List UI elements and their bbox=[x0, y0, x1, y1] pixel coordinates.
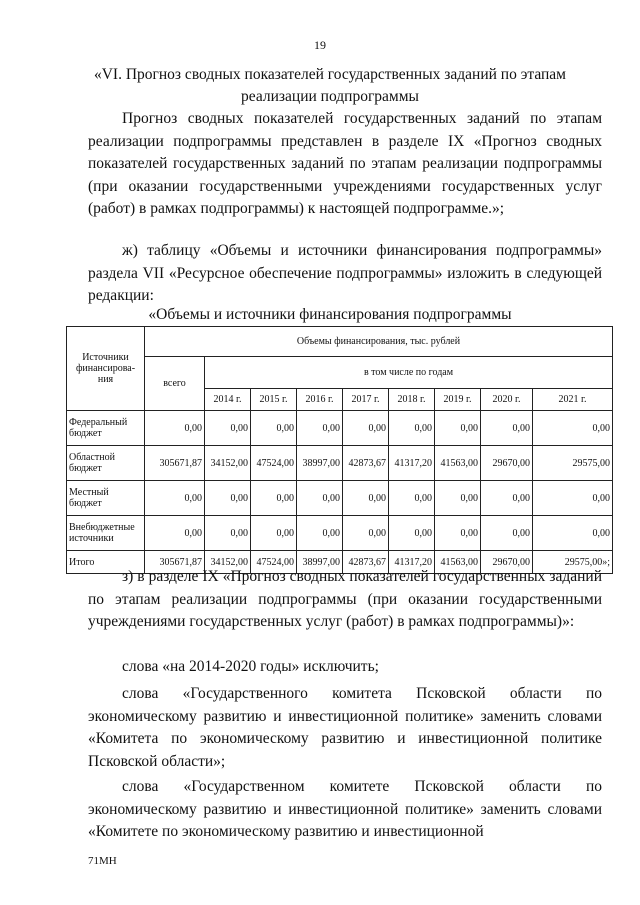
row-year-value: 29670,00 bbox=[481, 551, 533, 574]
table-row bbox=[67, 481, 613, 516]
row-year-value: 0,00 bbox=[533, 516, 613, 551]
row-label: Внебюджетные источники bbox=[67, 516, 145, 551]
row-year-value: 0,00 bbox=[481, 411, 533, 446]
paragraph-exclude-years bbox=[88, 656, 602, 679]
paragraph-item-zh bbox=[88, 240, 602, 308]
row-year-value: 0,00 bbox=[435, 516, 481, 551]
page-number: 19 bbox=[314, 38, 326, 52]
paragraph-forecast bbox=[88, 108, 602, 221]
row-year-value: 47524,00 bbox=[251, 446, 297, 481]
header-year: 2018 г. bbox=[389, 389, 435, 411]
paragraph-item-z bbox=[88, 566, 602, 634]
paragraph-replace-2 bbox=[88, 776, 602, 844]
row-year-value: 0,00 bbox=[481, 481, 533, 516]
row-year-value: 0,00 bbox=[533, 411, 613, 446]
table-row bbox=[67, 446, 613, 481]
table-row bbox=[67, 516, 613, 551]
section-heading-line2: реализации подпрограммы bbox=[241, 88, 419, 105]
paragraph-replace-2-text: слова «Государственном комитете Псковской области по экономическому развитию и инвестиционной политике» заменить словами «Комитете по экономическому развитию и инвестиционной bbox=[88, 778, 602, 840]
row-year-value: 38997,00 bbox=[297, 551, 343, 574]
header-by-years: в том числе по годам bbox=[205, 357, 613, 389]
row-year-value: 0,00 bbox=[481, 516, 533, 551]
paragraph-item-z-text: з) в разделе IX «Прогноз сводных показателей государственных заданий по этапам реализации подпрограммы (при оказании государственными учреждениями государственных услуг (работ) в рамках подпрограммы)»: bbox=[88, 568, 602, 630]
row-year-value: 38997,00 bbox=[297, 446, 343, 481]
header-total: всего bbox=[145, 357, 205, 411]
row-total: 305671,87 bbox=[145, 446, 205, 481]
row-total: 0,00 bbox=[145, 516, 205, 551]
header-year: 2019 г. bbox=[435, 389, 481, 411]
header-year: 2021 г. bbox=[533, 389, 613, 411]
row-year-value: 41317,20 bbox=[389, 446, 435, 481]
row-year-value: 0,00 bbox=[251, 411, 297, 446]
paragraph-exclude-years-text: слова «на 2014-2020 годы» исключить; bbox=[122, 658, 379, 675]
row-year-value: 29575,00 bbox=[533, 446, 613, 481]
row-year-value: 0,00 bbox=[343, 516, 389, 551]
header-year: 2015 г. bbox=[251, 389, 297, 411]
row-year-value: 0,00 bbox=[297, 481, 343, 516]
row-label: Местный бюджет bbox=[67, 481, 145, 516]
header-year: 2016 г. bbox=[297, 389, 343, 411]
row-label: Итого bbox=[67, 551, 145, 574]
row-year-value: 41317,20 bbox=[389, 551, 435, 574]
financing-table bbox=[66, 326, 613, 574]
footer-code: 71МН bbox=[88, 855, 117, 867]
paragraph-replace-1-text: слова «Государственного комитета Псковской области по экономическому развитию и инвестиционной политике» заменить словами «Комитета по экономическому развитию и инвестиционной политике Псковской области»; bbox=[88, 685, 602, 770]
row-year-value: 41563,00 bbox=[435, 551, 481, 574]
row-total: 0,00 bbox=[145, 481, 205, 516]
row-year-value: 29670,00 bbox=[481, 446, 533, 481]
row-label: Федеральный бюджет bbox=[67, 411, 145, 446]
row-year-value: 34152,00 bbox=[205, 551, 251, 574]
row-year-value: 0,00 bbox=[389, 411, 435, 446]
row-year-value: 42873,67 bbox=[343, 446, 389, 481]
row-year-value: 0,00 bbox=[389, 481, 435, 516]
header-year: 2014 г. bbox=[205, 389, 251, 411]
paragraph-forecast-text: Прогноз сводных показателей государственных заданий по этапам реализации подпрограммы представлен в разделе IX «Прогноз сводных показателей государственных заданий по этапам реализации подпрограммы (при оказании государственными учреждениями государственных услуг (работ) в рамках подпрограммы) к настоящей подпрограмме.»; bbox=[88, 110, 602, 217]
header-year: 2020 г. bbox=[481, 389, 533, 411]
row-total: 0,00 bbox=[145, 411, 205, 446]
row-year-value: 0,00 bbox=[205, 411, 251, 446]
row-year-value: 0,00 bbox=[205, 481, 251, 516]
row-total: 305671,87 bbox=[145, 551, 205, 574]
row-year-value: 42873,67 bbox=[343, 551, 389, 574]
row-year-value: 0,00 bbox=[533, 481, 613, 516]
row-year-value: 0,00 bbox=[435, 411, 481, 446]
row-year-value: 0,00 bbox=[297, 516, 343, 551]
header-sources: Источники финансирова-ния bbox=[67, 327, 145, 411]
row-year-value: 0,00 bbox=[205, 516, 251, 551]
section-heading-line1: «VI. Прогноз сводных показателей государственных заданий по этапам bbox=[93, 66, 566, 83]
row-year-value: 41563,00 bbox=[435, 446, 481, 481]
row-year-value: 0,00 bbox=[297, 411, 343, 446]
row-year-value: 0,00 bbox=[251, 481, 297, 516]
row-year-value: 0,00 bbox=[389, 516, 435, 551]
paragraph-item-zh-text: ж) таблицу «Объемы и источники финансирования подпрограммы» раздела VII «Ресурсное обеспечение подпрограммы» изложить в следующей редакции: bbox=[88, 242, 602, 304]
row-year-value: 47524,00 bbox=[251, 551, 297, 574]
row-year-value: 0,00 bbox=[343, 411, 389, 446]
table-row bbox=[67, 411, 613, 446]
header-year: 2017 г. bbox=[343, 389, 389, 411]
row-year-value: 0,00 bbox=[251, 516, 297, 551]
row-label: Областной бюджет bbox=[67, 446, 145, 481]
row-year-value: 0,00 bbox=[435, 481, 481, 516]
row-year-value: 0,00 bbox=[343, 481, 389, 516]
table-caption: «Объемы и источники финансирования подпрограммы bbox=[148, 306, 512, 323]
header-volume: Объемы финансирования, тыс. рублей bbox=[145, 327, 613, 357]
section-heading bbox=[60, 64, 600, 108]
row-year-value: 29575,00»; bbox=[533, 551, 613, 574]
row-year-value: 34152,00 bbox=[205, 446, 251, 481]
paragraph-replace-1 bbox=[88, 683, 602, 773]
